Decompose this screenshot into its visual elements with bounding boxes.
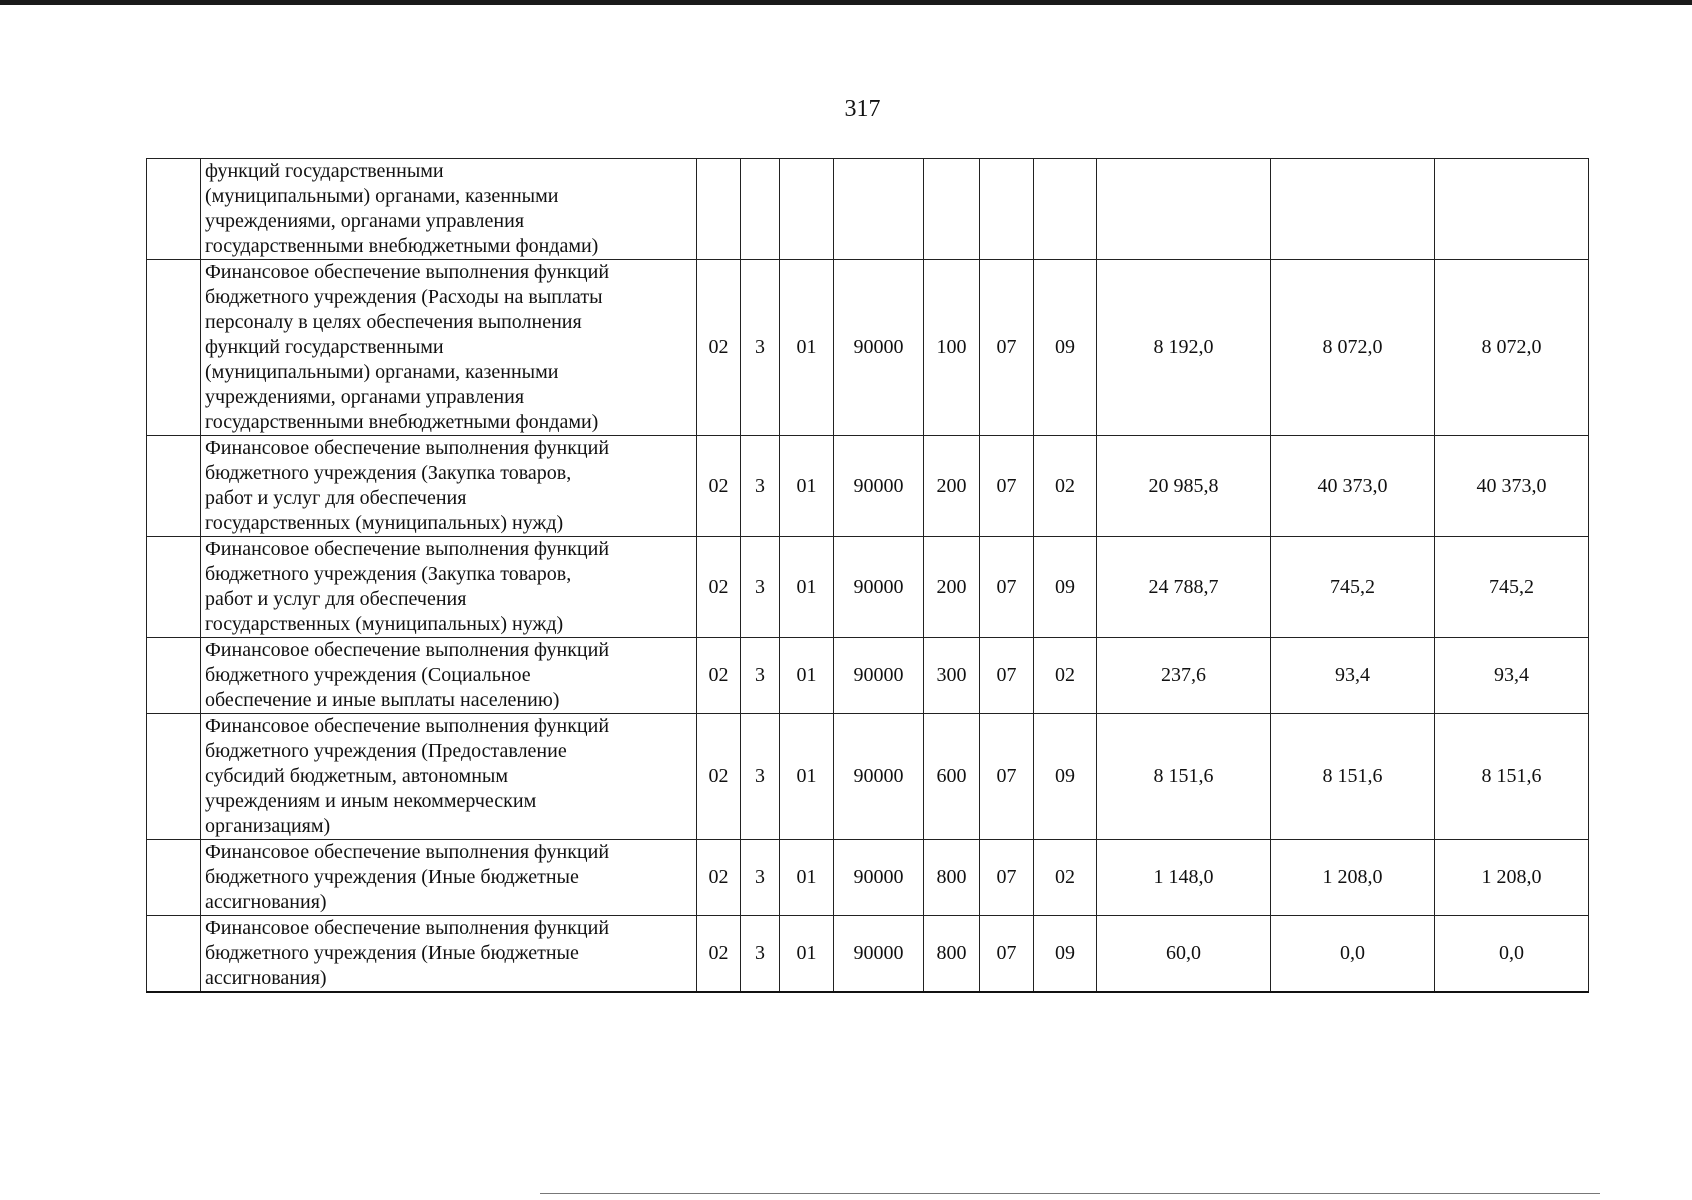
- description-line: (муниципальными) органами, казенными: [205, 361, 559, 383]
- program-code-cell: 02: [697, 436, 741, 537]
- description-line: Финансовое обеспечение выполнения функций: [205, 917, 610, 939]
- row-number-cell: [147, 916, 201, 993]
- description-line: учреждениями, органами управления: [205, 386, 525, 408]
- description-line: государственными внебюджетными фондами): [205, 411, 599, 433]
- expense-type-code-cell: 800: [924, 916, 980, 993]
- amount-year2-cell: 93,4: [1271, 638, 1435, 714]
- main-event-code-cell: [780, 159, 834, 260]
- description-line: бюджетного учреждения (Закупка товаров,: [205, 462, 572, 484]
- subprogram-code-cell: 3: [741, 714, 780, 840]
- top-border-rule: [0, 0, 1692, 5]
- expense-description-cell: [201, 714, 697, 840]
- amount-year2-cell: 40 373,0: [1271, 436, 1435, 537]
- program-code-cell: 02: [697, 840, 741, 916]
- amount-year1-cell: [1097, 159, 1271, 260]
- section-code-cell: 07: [980, 537, 1034, 638]
- description-line: государственных (муниципальных) нужд): [205, 512, 564, 534]
- description-line: бюджетного учреждения (Закупка товаров,: [205, 563, 572, 585]
- direction-code-cell: [834, 159, 924, 260]
- description-line: Финансовое обеспечение выполнения функций: [205, 639, 610, 661]
- main-event-code-cell: 01: [780, 436, 834, 537]
- amount-year3-cell: 1 208,0: [1435, 840, 1589, 916]
- expense-type-code-cell: 100: [924, 260, 980, 436]
- expense-description-cell: [201, 537, 697, 638]
- description-line: Финансовое обеспечение выполнения функций: [205, 538, 610, 560]
- subsection-code-cell: 09: [1034, 537, 1097, 638]
- expense-description-cell: [201, 436, 697, 537]
- description-line: Финансовое обеспечение выполнения функций: [205, 715, 610, 737]
- expense-description-cell: [201, 260, 697, 436]
- amount-year2-cell: [1271, 159, 1435, 260]
- main-event-code-cell: 01: [780, 260, 834, 436]
- amount-year2-cell: 8 072,0: [1271, 260, 1435, 436]
- page-number: 317: [844, 96, 881, 122]
- amount-year1-cell: 1 148,0: [1097, 840, 1271, 916]
- program-code-cell: 02: [697, 916, 741, 993]
- program-code-cell: 02: [697, 638, 741, 714]
- direction-code-cell: 90000: [834, 260, 924, 436]
- program-code-cell: 02: [697, 714, 741, 840]
- description-line: Финансовое обеспечение выполнения функций: [205, 437, 610, 459]
- subsection-code-cell: 02: [1034, 436, 1097, 537]
- amount-year3-cell: 40 373,0: [1435, 436, 1589, 537]
- main-event-code-cell: 01: [780, 916, 834, 993]
- bottom-scan-line: [540, 1193, 1600, 1194]
- section-code-cell: 07: [980, 260, 1034, 436]
- table-row: [147, 638, 1589, 714]
- program-code-cell: 02: [697, 537, 741, 638]
- subprogram-code-cell: [741, 159, 780, 260]
- expense-type-code-cell: 200: [924, 537, 980, 638]
- description-line: работ и услуг для обеспечения: [205, 588, 467, 610]
- expense-description-cell: [201, 638, 697, 714]
- direction-code-cell: 90000: [834, 840, 924, 916]
- direction-code-cell: 90000: [834, 436, 924, 537]
- expense-description-cell: [201, 159, 697, 260]
- amount-year2-cell: 745,2: [1271, 537, 1435, 638]
- section-code-cell: 07: [980, 638, 1034, 714]
- table-row: [147, 159, 1589, 260]
- amount-year1-cell: 8 151,6: [1097, 714, 1271, 840]
- amount-year1-cell: 24 788,7: [1097, 537, 1271, 638]
- amount-year1-cell: 8 192,0: [1097, 260, 1271, 436]
- description-line: учреждениями, органами управления: [205, 210, 525, 232]
- subsection-code-cell: [1034, 159, 1097, 260]
- amount-year2-cell: 8 151,6: [1271, 714, 1435, 840]
- table-row: [147, 537, 1589, 638]
- description-line: ассигнования): [205, 967, 327, 989]
- amount-year2-cell: 1 208,0: [1271, 840, 1435, 916]
- subprogram-code-cell: 3: [741, 436, 780, 537]
- subprogram-code-cell: 3: [741, 840, 780, 916]
- program-code-cell: [697, 159, 741, 260]
- description-line: учреждениям и иным некоммерческим: [205, 790, 537, 812]
- subprogram-code-cell: 3: [741, 537, 780, 638]
- description-line: бюджетного учреждения (Иные бюджетные: [205, 942, 579, 964]
- description-line: функций государственными: [205, 160, 444, 182]
- table-row: [147, 714, 1589, 840]
- description-line: Финансовое обеспечение выполнения функций: [205, 261, 610, 283]
- direction-code-cell: 90000: [834, 714, 924, 840]
- main-event-code-cell: 01: [780, 714, 834, 840]
- description-line: ассигнования): [205, 891, 327, 913]
- description-line: субсидий бюджетным, автономным: [205, 765, 509, 787]
- description-line: (муниципальными) органами, казенными: [205, 185, 559, 207]
- amount-year2-cell: 0,0: [1271, 916, 1435, 993]
- description-line: государственными внебюджетными фондами): [205, 235, 599, 257]
- amount-year3-cell: 8 151,6: [1435, 714, 1589, 840]
- expense-type-code-cell: 800: [924, 840, 980, 916]
- budget-table: [146, 158, 1589, 993]
- subsection-code-cell: 09: [1034, 260, 1097, 436]
- description-line: бюджетного учреждения (Расходы на выплаты: [205, 286, 603, 308]
- main-event-code-cell: 01: [780, 840, 834, 916]
- row-number-cell: [147, 537, 201, 638]
- direction-code-cell: 90000: [834, 537, 924, 638]
- amount-year1-cell: 60,0: [1097, 916, 1271, 993]
- expense-type-code-cell: 300: [924, 638, 980, 714]
- section-code-cell: 07: [980, 840, 1034, 916]
- amount-year3-cell: 8 072,0: [1435, 260, 1589, 436]
- description-line: обеспечение и иные выплаты населению): [205, 689, 560, 711]
- amount-year3-cell: 745,2: [1435, 537, 1589, 638]
- expense-type-code-cell: 200: [924, 436, 980, 537]
- direction-code-cell: 90000: [834, 638, 924, 714]
- description-line: государственных (муниципальных) нужд): [205, 613, 564, 635]
- amount-year3-cell: [1435, 159, 1589, 260]
- program-code-cell: 02: [697, 260, 741, 436]
- subprogram-code-cell: 3: [741, 260, 780, 436]
- amount-year3-cell: 93,4: [1435, 638, 1589, 714]
- amount-year1-cell: 20 985,8: [1097, 436, 1271, 537]
- subsection-code-cell: 02: [1034, 638, 1097, 714]
- description-line: функций государственными: [205, 336, 444, 358]
- direction-code-cell: 90000: [834, 916, 924, 993]
- description-line: организациям): [205, 815, 331, 837]
- subsection-code-cell: 09: [1034, 916, 1097, 993]
- row-number-cell: [147, 638, 201, 714]
- description-line: Финансовое обеспечение выполнения функций: [205, 841, 610, 863]
- expense-description-cell: [201, 840, 697, 916]
- row-number-cell: [147, 840, 201, 916]
- description-line: бюджетного учреждения (Предоставление: [205, 740, 567, 762]
- subsection-code-cell: 02: [1034, 840, 1097, 916]
- row-number-cell: [147, 714, 201, 840]
- main-event-code-cell: 01: [780, 537, 834, 638]
- row-number-cell: [147, 436, 201, 537]
- expense-type-code-cell: 600: [924, 714, 980, 840]
- expense-description-cell: [201, 916, 697, 993]
- amount-year3-cell: 0,0: [1435, 916, 1589, 993]
- table-row: [147, 436, 1589, 537]
- table-row: [147, 916, 1589, 993]
- amount-year1-cell: 237,6: [1097, 638, 1271, 714]
- expense-type-code-cell: [924, 159, 980, 260]
- subsection-code-cell: 09: [1034, 714, 1097, 840]
- description-line: персоналу в целях обеспечения выполнения: [205, 311, 582, 333]
- subprogram-code-cell: 3: [741, 916, 780, 993]
- description-line: бюджетного учреждения (Социальное: [205, 664, 531, 686]
- subprogram-code-cell: 3: [741, 638, 780, 714]
- description-line: бюджетного учреждения (Иные бюджетные: [205, 866, 579, 888]
- section-code-cell: [980, 159, 1034, 260]
- table-row: [147, 840, 1589, 916]
- section-code-cell: 07: [980, 436, 1034, 537]
- row-number-cell: [147, 159, 201, 260]
- description-line: работ и услуг для обеспечения: [205, 487, 467, 509]
- section-code-cell: 07: [980, 916, 1034, 993]
- table-row: [147, 260, 1589, 436]
- main-event-code-cell: 01: [780, 638, 834, 714]
- row-number-cell: [147, 260, 201, 436]
- section-code-cell: 07: [980, 714, 1034, 840]
